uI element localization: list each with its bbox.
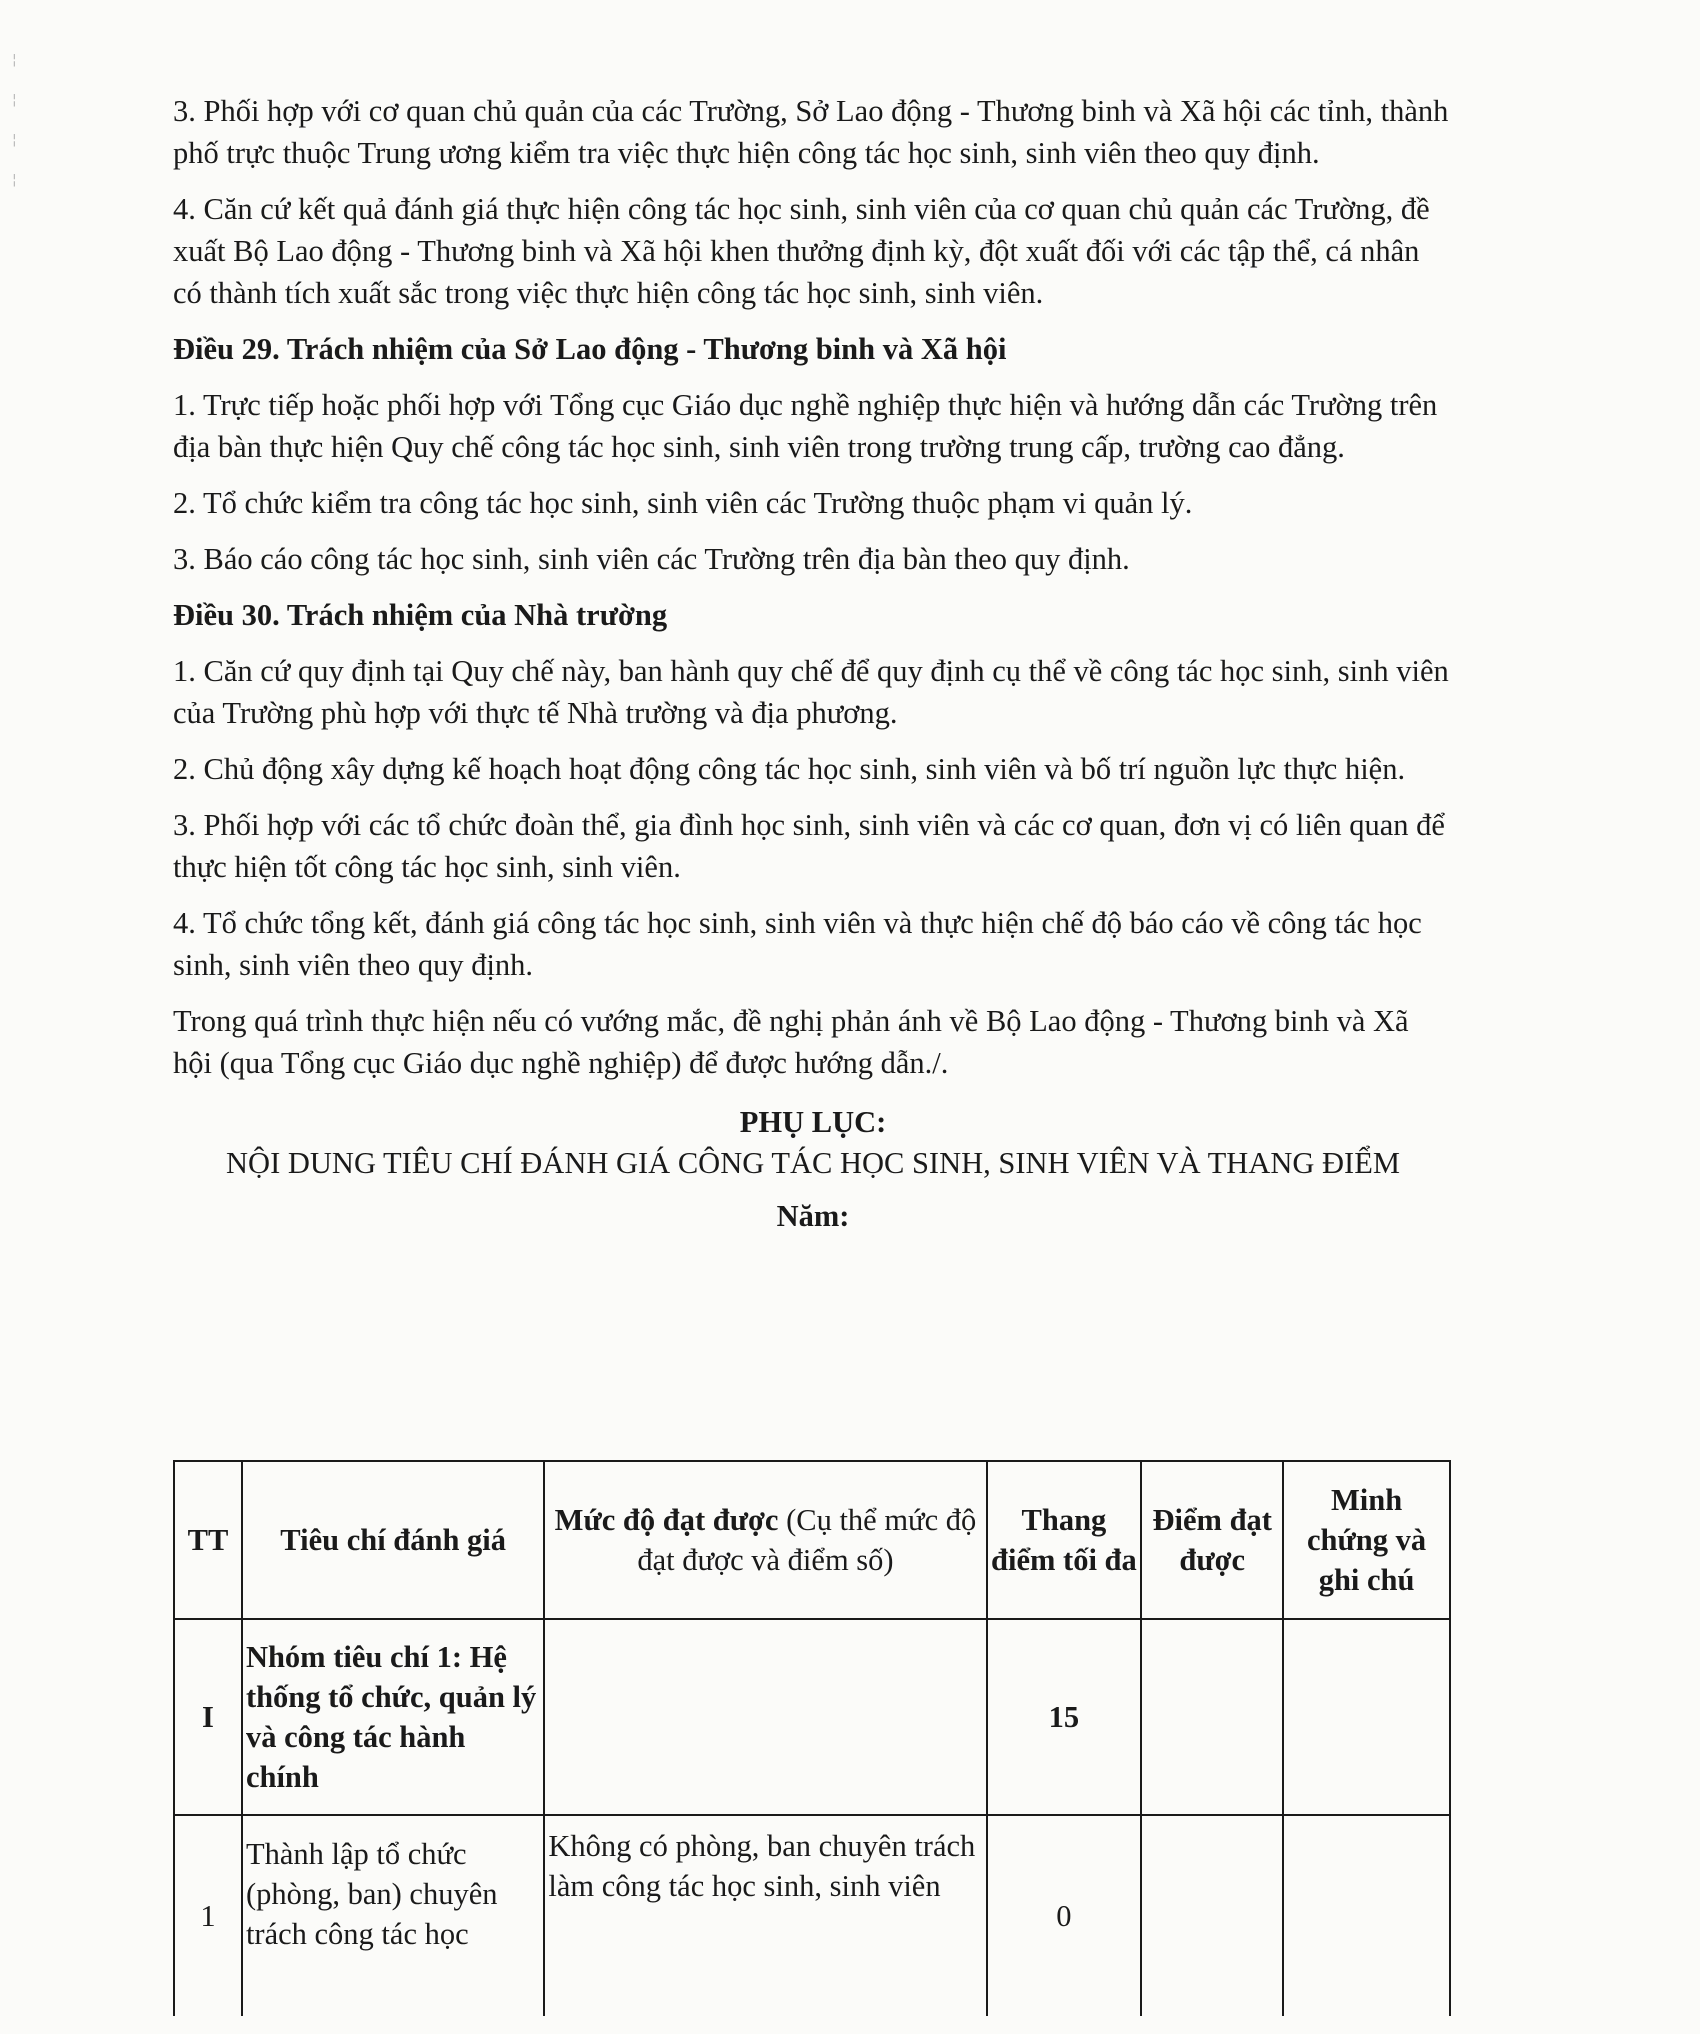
cell-tt: I (174, 1619, 242, 1815)
cell-tt: 1 (174, 1815, 242, 2016)
cell-evidence (1283, 1619, 1450, 1815)
article-30-item-1: 1. Căn cứ quy định tại Quy chế này, ban hành quy chế để quy định cụ thể về công tác học sinh, sinh viên của Trường phù hợp với thực tế Nhà trường và địa phương. (173, 654, 1449, 730)
article-29-item-3: 3. Báo cáo công tác học sinh, sinh viên các Trường trên địa bàn theo quy định. (173, 542, 1130, 576)
paragraph-2: 4. Căn cứ kết quả đánh giá thực hiện công tác học sinh, sinh viên của cơ quan chủ quản các Trường, đề xuất Bộ Lao động - Thương binh và Xã hội khen thưởng định kỳ, đột xuất đối với các tập thể, cá nhân có thành tích xuất sắc trong việc thực hiện công tác học sinh, sinh viên. (173, 192, 1430, 310)
closing-paragraph: Trong quá trình thực hiện nếu có vướng mắc, đề nghị phản ánh về Bộ Lao động - Thương binh và Xã hội (qua Tổng cục Giáo dục nghề nghiệp) để được hướng dẫn./. (173, 1004, 1409, 1080)
scan-margin-marks: ¦ ¦ ¦ ¦ (12, 52, 17, 188)
table-row (174, 1815, 1450, 2016)
cell-level (544, 1619, 986, 1815)
appendix-label: PHỤ LỤC: (739, 1105, 887, 1139)
document-page (173, 90, 1453, 1236)
paragraph-1: 3. Phối hợp với cơ quan chủ quản của các Trường, Sở Lao động - Thương binh và Xã hội các tỉnh, thành phố trực thuộc Trung ương kiểm tra việc thực hiện công tác học sinh, sinh viên theo quy định. (173, 94, 1449, 170)
header-level-rest: (Cụ thể mức độ đạt được và điểm số) (637, 1503, 977, 1577)
cell-evidence (1283, 1815, 1450, 2016)
header-evidence: Minh chứng và ghi chú (1283, 1461, 1450, 1619)
header-level-bold: Mức độ đạt được (554, 1503, 779, 1537)
header-criteria: Tiêu chí đánh giá (242, 1461, 544, 1619)
article-29-item-1: 1. Trực tiếp hoặc phối hợp với Tổng cục Giáo dục nghề nghiệp thực hiện và hướng dẫn các Trường trên địa bàn thực hiện Quy chế công tác học sinh, sinh viên trong trường trung cấp, trường cao đẳng. (173, 388, 1438, 464)
cell-level: Không có phòng, ban chuyên trách làm công tác học sinh, sinh viên (544, 1815, 986, 2016)
article-30-item-4: 4. Tổ chức tổng kết, đánh giá công tác học sinh, sinh viên và thực hiện chế độ báo cáo về công tác học sinh, sinh viên theo quy định. (173, 906, 1422, 982)
appendix-title: NỘI DUNG TIÊU CHÍ ĐÁNH GIÁ CÔNG TÁC HỌC SINH, SINH VIÊN VÀ THANG ĐIỂM (226, 1146, 1400, 1180)
article-30-item-3: 3. Phối hợp với các tổ chức đoàn thể, gia đình học sinh, sinh viên và các cơ quan, đơn vị có liên quan để thực hiện tốt công tác học sinh, sinh viên. (173, 808, 1445, 884)
appendix-heading (173, 1102, 1453, 1236)
cell-achieved-score (1141, 1619, 1283, 1815)
header-max-score: Thang điểm tối đa (987, 1461, 1142, 1619)
cell-max-score: 15 (987, 1619, 1142, 1815)
table-header-row (174, 1461, 1450, 1619)
article-29-item-2: 2. Tổ chức kiểm tra công tác học sinh, sinh viên các Trường thuộc phạm vi quản lý. (173, 486, 1193, 520)
criteria-table (173, 1460, 1451, 2016)
article-30-item-2: 2. Chủ động xây dựng kế hoạch hoạt động công tác học sinh, sinh viên và bố trí nguồn lực thực hiện. (173, 752, 1406, 786)
cell-achieved-score (1141, 1815, 1283, 2016)
appendix-year: Năm: (776, 1199, 850, 1233)
cell-criteria: Thành lập tổ chức (phòng, ban) chuyên trách công tác học (242, 1815, 544, 2016)
cell-max-score: 0 (987, 1815, 1142, 2016)
cell-criteria: Nhóm tiêu chí 1: Hệ thống tổ chức, quản lý và công tác hành chính (242, 1619, 544, 1815)
header-level (544, 1461, 986, 1619)
table-row (174, 1619, 1450, 1815)
article-29-title: Điều 29. Trách nhiệm của Sở Lao động - Thương binh và Xã hội (173, 332, 1007, 366)
header-tt: TT (174, 1461, 242, 1619)
header-achieved-score: Điểm đạt được (1141, 1461, 1283, 1619)
article-30-title: Điều 30. Trách nhiệm của Nhà trường (173, 598, 668, 632)
